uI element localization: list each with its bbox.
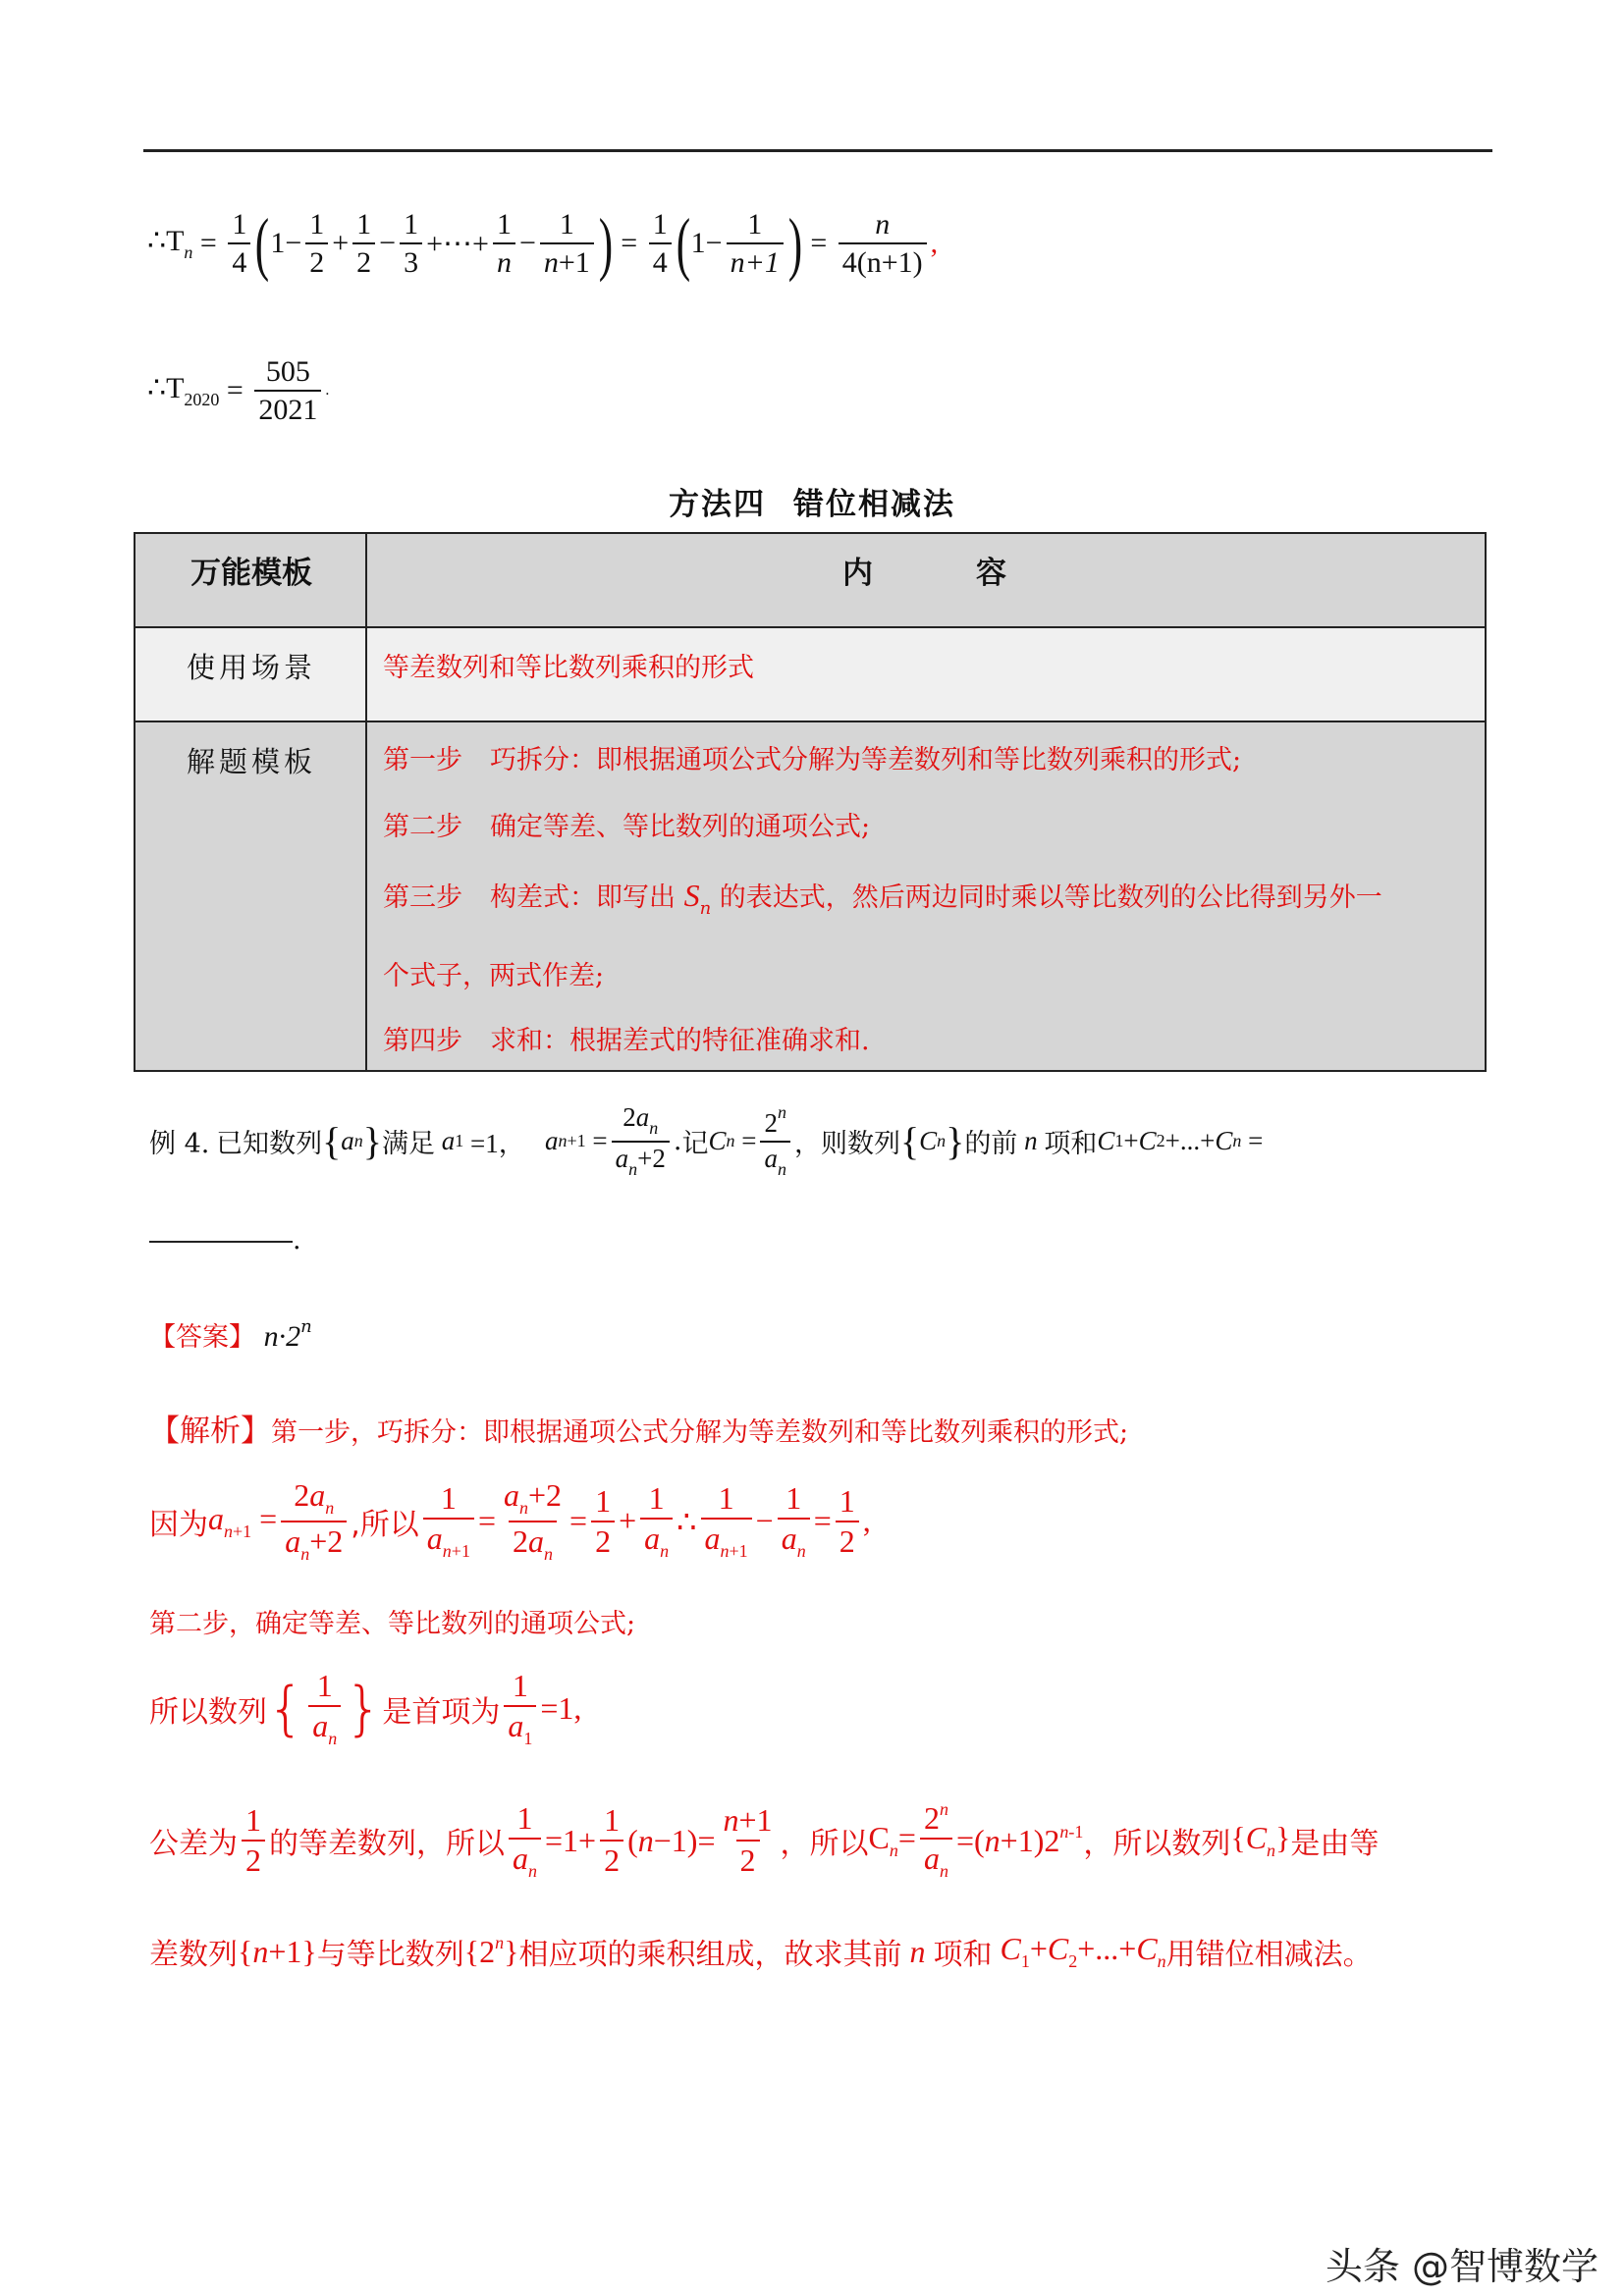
analysis-line-1: 【解析】第一步，巧拆分：即根据通项公式分解为等差数列和等比数列乘积的形式; — [149, 1414, 1129, 1449]
row-scenario-text: 等差数列和等比数列乘积的形式 — [367, 628, 1485, 722]
step-3-cont: 个式子，两式作差; — [383, 961, 605, 991]
formula-tn: $\therefore T_n$ = $\frac{1}{4}$ ( 1− $\frac{1}{2}$ + $\frac{1}{2}$ − $\frac{1}{3}$ +⋯+ $\frac{1}{n}$ − $\frac{1}{n+1}$ ) = $\frac{1}{4}$ ( 1− $\frac{1}{n+1}$ ) = $\frac{n}{4(n+1)}$ , — [147, 204, 939, 283]
analysis-line-6: 差数列 {n+1} 与等比数列 {2$^n$} 相应项的乘积组成，故求其前 n 项和 $C_1+C_2+...+C_n$ 用错位相减法。 — [149, 1931, 1373, 1972]
answer-blank: . — [149, 1225, 301, 1255]
analysis-line-5: 公差为 $\frac{1}{2}$ 的等差数列，所以 $\frac{1}{a_n}$ =1+ $\frac{1}{2}$ (n−1)= $\frac{n+1}{2}$ ，所以 $C_n=$ $\frac{2^n}{a_n}$ $=(n+1)2^{n-1}$ ，所以数列 $\{C_n\}$ 是由等 — [149, 1799, 1380, 1882]
row-template-label: 解题模板 — [135, 722, 367, 1070]
analysis-line-4: 所以数列 { $\frac{1}{a_n}$ } 是首项为 $\frac{1}{a_1}$ =1, — [149, 1668, 582, 1749]
analysis-line-2: 因为 $a_{n+1}$ = $\frac{2a_n}{a_n+2}$ ,所以 $\frac{1}{a_{n+1}}$ = $\frac{a_n+2}{2a_n}$ = $\frac{1}{2}$ + $\frac{1}{a_n}$ ∴ $\frac{1}{a_{n+1}}$ − $\frac{1}{a_n}$ = $\frac{1}{2}$ , — [149, 1477, 871, 1564]
footer-watermark: 头条 @智博数学 — [1325, 2245, 1598, 2288]
result-fraction: $\frac{n}{4(n+1)}$ — [839, 208, 927, 279]
analysis-step-2: 第二步，确定等差、等比数列的通项公式; — [149, 1609, 636, 1639]
answer-line: 【答案】 $n\cdot 2^n$ — [149, 1316, 312, 1353]
header-rule — [143, 149, 1492, 152]
inner-fraction: $\frac{1}{n+1}$ — [727, 208, 784, 279]
step-3: 第三步 构差式：即写出 $S_n$ 的表达式，然后两边同时乘以等比数列的公比得到另外一 — [383, 878, 1382, 919]
tn-lhs: $\therefore T_n$ — [147, 225, 193, 262]
coef-fraction: $\frac{1}{4}$ — [228, 208, 250, 279]
table-head-left: 万能模板 — [135, 534, 367, 628]
formula-t2020: $\therefore T_{2020}$ = $\frac{505}{2021}$ . — [147, 355, 330, 426]
table-head-right: 内 容 — [367, 534, 1485, 628]
step-4: 第四步 求和：根据差式的特征准确求和. — [383, 1026, 870, 1056]
row-scenario-label: 使用场景 — [135, 628, 367, 722]
section-title: 方法四 错位相减法 — [669, 487, 955, 522]
step-2: 第二步 确定等差、等比数列的通项公式; — [383, 812, 871, 842]
example-4: 例 4. 已知数列 { a n } 满足 a 1 =1， a n+1 = $\frac{2a_n}{a_n+2}$ . 记 C n = $\frac{2^n}{a_n}$ ，则数列 { C n } 的前 n 项和 C 1 + C 2 +...+ C n = — [149, 1102, 1264, 1179]
row-template-steps — [367, 722, 1485, 1070]
step-1: 第一步 巧拆分：即根据通项公式分解为等差数列和等比数列乘积的形式; — [383, 745, 1242, 775]
template-table — [134, 532, 1487, 1072]
